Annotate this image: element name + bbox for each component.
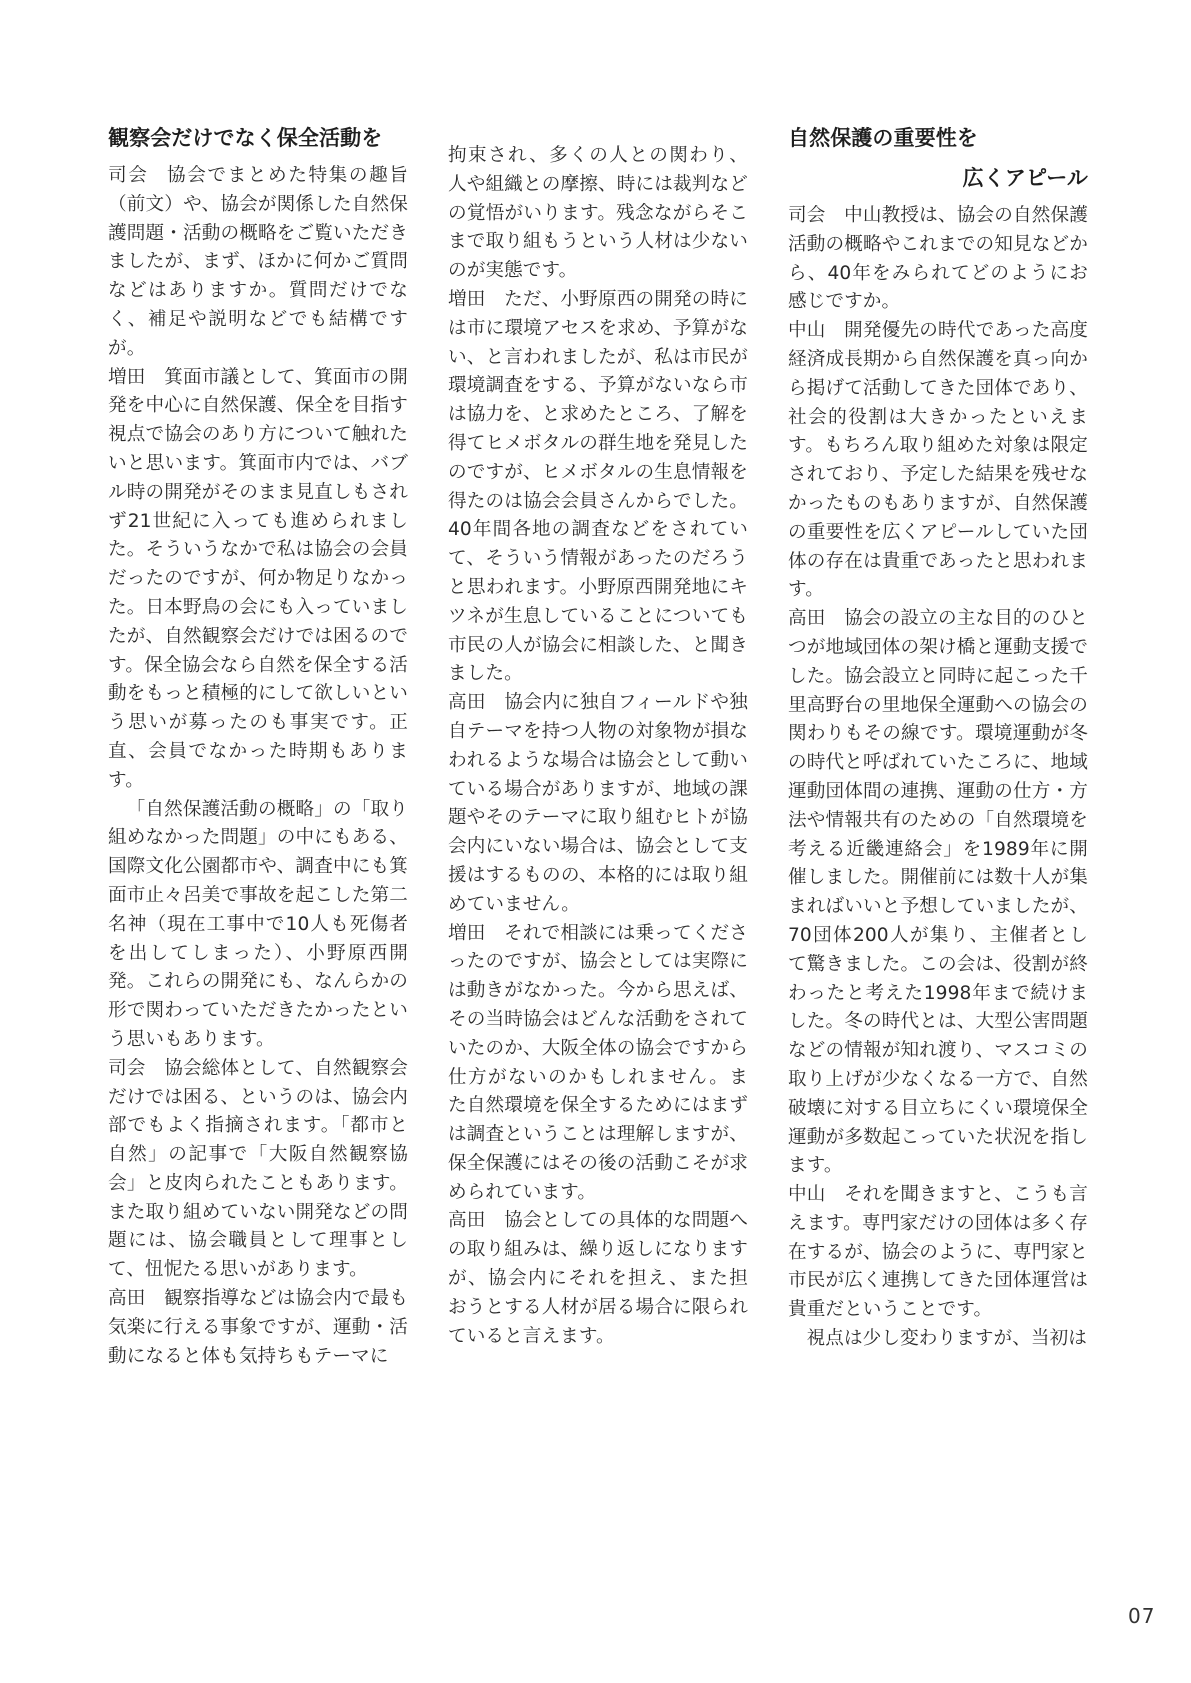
paragraph-text: 協会総体として、自然観察会だけでは困る、というのは、協会内部でもよく指摘されます。「都市と自然」の記事で「大阪自然観察協会」と皮肉られたこともあります。また取り組めていない開発などの問題には、協会職員として理事として、忸怩たる思いがあります。 (108, 1057, 408, 1281)
paragraph (448, 286, 748, 689)
paragraph (788, 605, 1088, 1181)
paragraph (788, 1325, 1088, 1354)
paragraph-text: 協会の設立の主な目的のひとつが地域団体の架け橋と運動支援でした。協会設立と同時に起こった千里高野台の里地保全運動への協会の関わりもその線です。環境運動が冬の時代と呼ばれていたころに、地域運動団体間の連携、運動の仕方・方法や情報共有のための「自然環境を考える近畿連絡会」を1989年に開催しました。開催前には数十人が集まればいいと予想していましたが、70団体200人が集り、主催者として驚きました。この会は、役割が終わったと考えた1998年まで続けました。冬の時代とは、大型公害問題などの情報が知れ渡り、マスコミの取り上げが少なくなる一方で、自然破壊に対する目立ちにくい環境保全運動が多数起こっていた状況を指します。 (788, 608, 1088, 1177)
paragraph-text: 協会でまとめた特集の趣旨（前文）や、協会が関係した自然保護問題・活動の概略をご覧いただきましたが、まず、ほかに何かご質問などはありますか。質問だけでなく、補足や説明などでも結構ですが。 (108, 165, 408, 359)
paragraph-text: 観察指導などは協会内で最も気楽に行える事象ですが、運動・活動になると体も気持ちもテーマに (108, 1288, 408, 1367)
speaker-label: 中山 (788, 1184, 826, 1206)
paragraph (448, 142, 748, 286)
column-1 (108, 122, 408, 1371)
paragraph-text: それで相談には乗ってくださったのですが、協会としては実際には動きがなかった。今から思えば、その当時協会はどんな活動をされていたのか、大阪全体の協会ですから仕方がないのかもしれません。また自然環境を保全するためにはまずは調査ということは理解しますが、保全保護にはその後の活動こそが求められています。 (448, 922, 748, 1203)
paragraph-text: それを聞きますと、こうも言えます。専門家だけの団体は多く存在するが、協会のように、専門家と市民が広く連携してきた団体運営は貴重だということです。 (788, 1184, 1088, 1321)
paragraph-text: 視点は少し変わりますが、当初は (806, 1328, 1088, 1350)
speaker-label: 高田 (788, 608, 826, 630)
speaker-label: 高田 (108, 1288, 146, 1310)
speaker-label: 高田 (448, 692, 486, 714)
paragraph-text: 協会内に独自フィールドや独自テーマを持つ人物の対象物が損なわれるような場合は協会として動いている場合がありますが、地域の課題やそのテーマに取り組むヒトが協会内にいない場合は、協会として支援はするものの、本格的には取り組めていません。 (448, 692, 748, 915)
section-heading-line-2: 広くアピール (962, 166, 1088, 190)
speaker-label: 司会 (788, 205, 826, 226)
paragraph-text: ただ、小野原西の開発の時には市に環境アセスを求め、予算がない、と言われましたが、私は市民が環境調査をする、予算がないなら市は協力を、と求めたところ、了解を得てヒメボタルの群生地を発見したのですが、ヒメボタルの生息情報を得たのは協会会員さんからでした。40年間各地の調査などをされていて、そういう情報があったのだろうと思われます。小野原西開発地にキツネが生息していることについても市民の人が協会に相談した、と聞きました。 (448, 288, 748, 685)
speaker-label: 中山 (788, 320, 826, 342)
column-3 (788, 122, 1088, 1354)
paragraph (448, 1207, 748, 1351)
paragraph-text: 「自然保護活動の概略」の「取り組めなかった問題」の中にもある、国際文化公園都市や、調査中にも箕面市止々呂美で事故を起こした第二名神（現在工事中で10人も死傷者を出してしまった）、小野原西開発。これらの開発にも、なんらかの形で関わっていただきたかったという思いもあります。 (108, 798, 408, 1050)
speaker-label: 司会 (108, 1057, 146, 1079)
section-heading-line-1: 自然保護の重要性を (788, 126, 978, 150)
column-2 (448, 142, 748, 1351)
paragraph (448, 920, 748, 1208)
speaker-label: 増田 (448, 922, 486, 944)
paragraph (108, 1055, 408, 1285)
paragraph-text: 協会としての具体的な問題への取り組みは、繰り返しになりますが、協会内にそれを担え、また担おうとする人材が居る場合に限られていると言えます。 (448, 1210, 748, 1347)
paragraph (788, 202, 1088, 317)
paragraph-text: 箕面市議として、箕面市の開発を中心に自然保護、保全を目指す視点で協会のあり方について触れたいと思います。箕面市内では、バブル時の開発がそのまま見直しもされず21世紀に入っても進められました。そういうなかで私は協会の会員だったのですが、何か物足りなかった。日本野鳥の会にも入っていましたが、自然観察会だけでは困るのです。保全協会なら自然を保全する活動をもっと積極的にして欲しいという思いが募ったのも事実です。正直、会員でなかった時期もあります。 (108, 366, 408, 791)
paragraph (108, 364, 408, 796)
paragraph (108, 796, 408, 1055)
page-number: 07 (1128, 1604, 1156, 1628)
speaker-label: 増田 (108, 366, 146, 388)
paragraph-text: 開発優先の時代であった高度経済成長期から自然保護を真っ向から掲げて活動してきた団体であり、社会的役割は大きかったといえます。もちろん取り組めた対象は限定されており、予定した結果を残せなかったものもありますが、自然保護の重要性を広くアピールしていた団体の存在は貴重であったと思われます。 (788, 320, 1088, 601)
paragraph (448, 689, 748, 919)
speaker-label: 高田 (448, 1210, 486, 1232)
speaker-label: 司会 (108, 165, 149, 186)
paragraph (788, 1181, 1088, 1325)
section-heading: 観察会だけでなく保全活動を (108, 126, 383, 150)
paragraph (108, 162, 408, 364)
paragraph-text: 中山教授は、協会の自然保護活動の概略やこれまでの知見などから、40年をみられてどのようにお感じですか。 (788, 205, 1088, 313)
paragraph (788, 317, 1088, 605)
paragraph-text: 拘束され、多くの人との関わり、人や組織との摩擦、時には裁判などの覚悟がいります。残念ながらそこまで取り組もうという人材は少ないのが実態です。 (448, 145, 748, 282)
speaker-label: 増田 (448, 288, 486, 310)
paragraph (108, 1285, 408, 1371)
